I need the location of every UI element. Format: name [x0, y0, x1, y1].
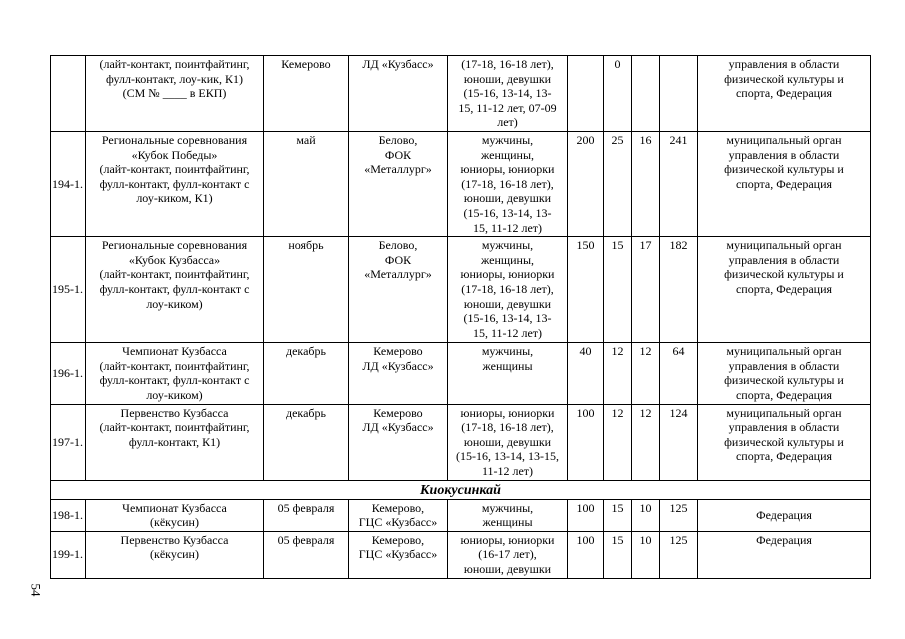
count-1: 200: [568, 132, 604, 237]
event-organizer: муниципальный орган управления в области физической культуры и спорта, Федерация: [698, 132, 871, 237]
count-total: 64: [660, 343, 698, 404]
count-total: 125: [660, 499, 698, 531]
event-date: ноябрь: [264, 237, 349, 343]
event-organizer: муниципальный орган управления в области физической культуры и спорта, Федерация: [698, 404, 871, 480]
event-name: Региональные соревнования «Кубок Кузбасса» (лайт-контакт, поинтфайтинг, фулл-контакт, фулл-контакт с лоу-киком): [86, 237, 264, 343]
table-row: [51, 404, 871, 480]
count-3: 12: [632, 404, 660, 480]
row-number: 195-1.: [51, 237, 86, 343]
event-organizer: управления в области физической культуры и спорта, Федерация: [698, 56, 871, 132]
event-name: Региональные соревнования «Кубок Победы» (лайт-контакт, поинтфайтинг, фулл-контакт, фулл-контакт с лоу-киком, К1): [86, 132, 264, 237]
count-3: 10: [632, 499, 660, 531]
event-place: Кемерово ЛД «Кузбасс»: [349, 404, 448, 480]
event-place: Кемерово, ГЦС «Кузбасс»: [349, 499, 448, 531]
count-3: [632, 56, 660, 132]
event-participants: юниоры, юниорки (17-18, 16-18 лет), юноши, девушки (15-16, 13-14, 13-15, 11-12 лет): [448, 404, 568, 480]
count-2: 12: [604, 343, 632, 404]
row-number: 199-1.: [51, 531, 86, 578]
event-organizer: муниципальный орган управления в области физической культуры и спорта, Федерация: [698, 237, 871, 343]
event-name: Чемпионат Кузбасса (лайт-контакт, поинтфайтинг, фулл-контакт, фулл-контакт с лоу-киком): [86, 343, 264, 404]
event-organizer: муниципальный орган управления в области физической культуры и спорта, Федерация: [698, 343, 871, 404]
count-3: 16: [632, 132, 660, 237]
count-total: 182: [660, 237, 698, 343]
event-date: декабрь: [264, 343, 349, 404]
row-number: 197-1.: [51, 404, 86, 480]
event-organizer: Федерация: [698, 499, 871, 531]
event-participants: мужчины, женщины: [448, 499, 568, 531]
count-2: 12: [604, 404, 632, 480]
count-1: 100: [568, 499, 604, 531]
table-row: [51, 132, 871, 237]
event-date: май: [264, 132, 349, 237]
event-name: (лайт-контакт, поинтфайтинг, фулл-контакт, лоу-кик, К1) (СМ № ____ в ЕКП): [86, 56, 264, 132]
event-organizer: Федерация: [698, 531, 871, 578]
event-participants: юниоры, юниорки (16-17 лет), юноши, девушки: [448, 531, 568, 578]
table-row: [51, 343, 871, 404]
event-date: декабрь: [264, 404, 349, 480]
count-total: 125: [660, 531, 698, 578]
event-place: ЛД «Кузбасс»: [349, 56, 448, 132]
event-place: Белово, ФОК «Металлург»: [349, 237, 448, 343]
row-number: [51, 56, 86, 132]
event-place: Кемерово ЛД «Кузбасс»: [349, 343, 448, 404]
row-number: 196-1.: [51, 343, 86, 404]
count-1: 150: [568, 237, 604, 343]
row-number: 198-1.: [51, 499, 86, 531]
event-participants: мужчины, женщины, юниоры, юниорки (17-18, 16-18 лет), юноши, девушки (15-16, 13-14, 13- 15, 11-12 лет): [448, 132, 568, 237]
count-1: 100: [568, 404, 604, 480]
event-name: Чемпионат Кузбасса (кёкусин): [86, 499, 264, 531]
count-2: 15: [604, 237, 632, 343]
event-date: 05 февраля: [264, 499, 349, 531]
table-row: [51, 56, 871, 132]
row-number: 194-1.: [51, 132, 86, 237]
event-participants: мужчины, женщины: [448, 343, 568, 404]
count-1: [568, 56, 604, 132]
table-row: [51, 237, 871, 343]
event-place: Кемерово, ГЦС «Кузбасс»: [349, 531, 448, 578]
count-2: 25: [604, 132, 632, 237]
section-header-row: [51, 480, 871, 499]
section-title: Киокусинкай: [51, 480, 871, 499]
count-total: 241: [660, 132, 698, 237]
count-1: 40: [568, 343, 604, 404]
event-participants: мужчины, женщины, юниоры, юниорки (17-18, 16-18 лет), юноши, девушки (15-16, 13-14, 13- 15, 11-12 лет): [448, 237, 568, 343]
count-total: 124: [660, 404, 698, 480]
count-3: 12: [632, 343, 660, 404]
page-number: 54: [28, 583, 44, 597]
event-participants: (17-18, 16-18 лет), юноши, девушки (15-16, 13-14, 13- 15, 11-12 лет, 07-09 лет): [448, 56, 568, 132]
count-2: 0: [604, 56, 632, 132]
event-name: Первенство Кузбасса (лайт-контакт, поинтфайтинг, фулл-контакт, К1): [86, 404, 264, 480]
event-place: Белово, ФОК «Металлург»: [349, 132, 448, 237]
count-3: 10: [632, 531, 660, 578]
event-name: Первенство Кузбасса (кёкусин): [86, 531, 264, 578]
events-table: [50, 55, 871, 579]
count-total: [660, 56, 698, 132]
table-row: [51, 531, 871, 578]
event-date: Кемерово: [264, 56, 349, 132]
count-2: 15: [604, 499, 632, 531]
count-1: 100: [568, 531, 604, 578]
event-date: 05 февраля: [264, 531, 349, 578]
table-row: [51, 499, 871, 531]
count-3: 17: [632, 237, 660, 343]
count-2: 15: [604, 531, 632, 578]
